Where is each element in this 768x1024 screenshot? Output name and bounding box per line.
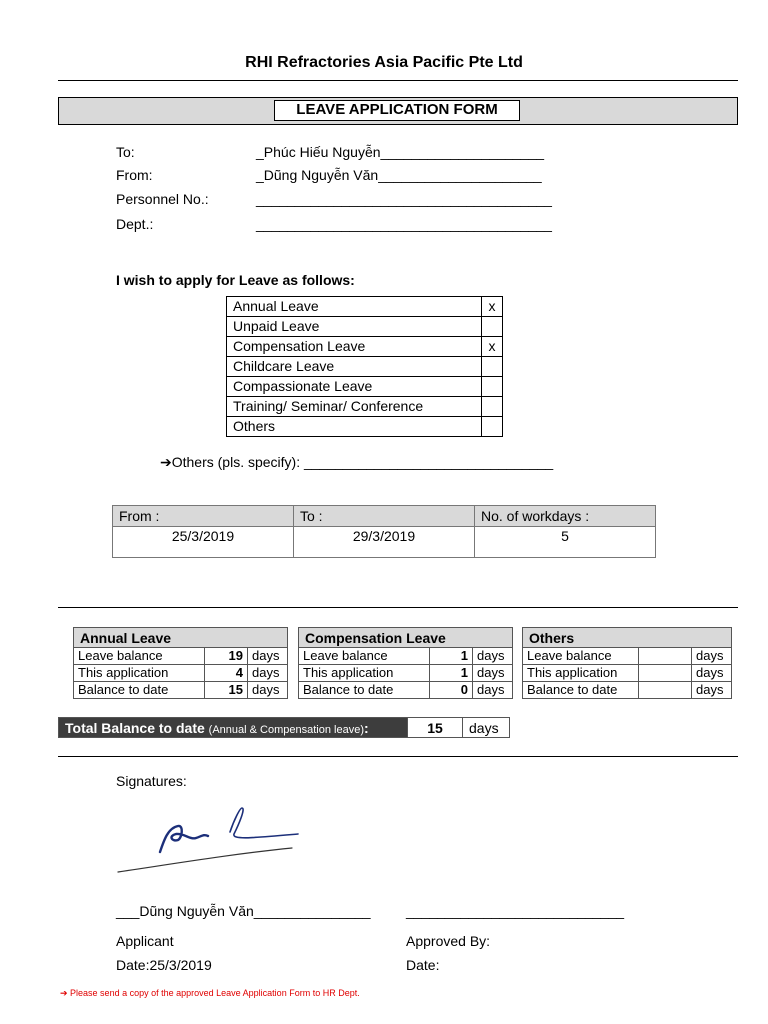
leave-row-annual <box>227 297 503 317</box>
from-label: From: <box>116 167 153 183</box>
balance-value: 4 <box>205 665 248 682</box>
from-date-value[interactable]: 25/3/2019 <box>113 527 294 558</box>
balance-title: Others <box>523 628 732 648</box>
leave-checkbox[interactable] <box>482 357 503 377</box>
from-date-header: From : <box>113 506 294 527</box>
company-name: RHI Refractories Asia Pacific Pte Ltd <box>245 54 523 71</box>
total-label-colon: : <box>363 719 369 736</box>
balance-label: Balance to date <box>74 682 205 699</box>
annual-leave-balance-table <box>73 627 288 699</box>
leave-checkbox[interactable] <box>482 377 503 397</box>
balance-value <box>639 665 692 682</box>
balance-label: Leave balance <box>74 648 205 665</box>
leave-checkbox[interactable] <box>482 397 503 417</box>
balance-label: Leave balance <box>523 648 639 665</box>
others-balance-table <box>522 627 732 699</box>
balance-value: 19 <box>205 648 248 665</box>
leave-label: Compassionate Leave <box>227 377 482 397</box>
balance-unit: days <box>248 648 288 665</box>
total-balance-value: 15 <box>408 718 463 738</box>
lower-divider <box>58 756 738 757</box>
leave-label: Others <box>227 417 482 437</box>
signatures-heading: Signatures: <box>116 773 187 789</box>
footer-note: ➔ Please send a copy of the approved Leave Application Form to HR Dept. <box>60 988 360 998</box>
leave-label: Annual Leave <box>227 297 482 317</box>
balance-value: 15 <box>205 682 248 699</box>
to-date-header: To : <box>294 506 475 527</box>
balance-title: Compensation Leave <box>299 628 513 648</box>
balance-unit: days <box>692 682 732 699</box>
leave-row-unpaid <box>227 317 503 337</box>
form-title: LEAVE APPLICATION FORM <box>274 100 520 121</box>
workdays-header: No. of workdays : <box>475 506 656 527</box>
balance-title: Annual Leave <box>74 628 288 648</box>
applicant-signature-image <box>112 800 312 880</box>
applicant-label: Applicant <box>116 933 174 949</box>
leave-label: Compensation Leave <box>227 337 482 357</box>
leave-row-others <box>227 417 503 437</box>
leave-type-table <box>226 296 503 437</box>
balance-unit: days <box>248 665 288 682</box>
wish-heading: I wish to apply for Leave as follows: <box>116 272 355 288</box>
leave-label: Childcare Leave <box>227 357 482 377</box>
leave-row-childcare <box>227 357 503 377</box>
balance-unit: days <box>473 665 513 682</box>
balance-value: 1 <box>430 665 473 682</box>
balance-label: Leave balance <box>299 648 430 665</box>
leave-checkbox[interactable]: x <box>482 337 503 357</box>
leave-checkbox[interactable] <box>482 317 503 337</box>
from-field[interactable]: _Dũng Nguyễn Văn_____________________ <box>256 167 542 183</box>
leave-period-table <box>112 505 656 558</box>
balance-unit: days <box>692 665 732 682</box>
leave-checkbox[interactable] <box>482 417 503 437</box>
balance-unit: days <box>692 648 732 665</box>
total-label-sub: (Annual & Compensation leave) <box>208 723 364 736</box>
top-divider <box>58 80 738 81</box>
leave-row-compassionate <box>227 377 503 397</box>
balance-label: This application <box>299 665 430 682</box>
dept-label: Dept.: <box>116 216 154 232</box>
to-field[interactable]: _Phúc Hiếu Nguyễn_____________________ <box>256 144 545 160</box>
personnel-no-field[interactable]: ______________________________________ <box>256 191 552 207</box>
balance-value <box>639 648 692 665</box>
leave-row-compensation <box>227 337 503 357</box>
leave-label: Training/ Seminar/ Conference <box>227 397 482 417</box>
total-balance-unit: days <box>463 718 510 738</box>
personnel-no-label: Personnel No.: <box>116 191 209 207</box>
balance-value <box>639 682 692 699</box>
dept-field[interactable]: ______________________________________ <box>256 216 552 232</box>
applicant-date: Date:25/3/2019 <box>116 957 212 973</box>
approver-signature-line: ____________________________ <box>406 903 625 919</box>
balance-label: Balance to date <box>523 682 639 699</box>
compensation-leave-balance-table <box>298 627 513 699</box>
approver-date: Date: <box>406 957 440 973</box>
mid-divider <box>58 607 738 608</box>
total-balance-row <box>58 717 510 738</box>
leave-label: Unpaid Leave <box>227 317 482 337</box>
to-label: To: <box>116 144 135 160</box>
to-date-value[interactable]: 29/3/2019 <box>294 527 475 558</box>
balance-unit: days <box>473 648 513 665</box>
balance-unit: days <box>248 682 288 699</box>
applicant-name-line: ___Dũng Nguyễn Văn_______________ <box>116 903 371 919</box>
total-balance-label <box>59 718 408 738</box>
workdays-value[interactable]: 5 <box>475 527 656 558</box>
others-specify-field[interactable]: ➔Others (pls. specify): ________________________________ <box>160 454 554 470</box>
balance-label: This application <box>74 665 205 682</box>
balance-unit: days <box>473 682 513 699</box>
balance-value: 0 <box>430 682 473 699</box>
leave-row-training <box>227 397 503 417</box>
total-label-text: Total Balance to date <box>65 719 205 736</box>
leave-checkbox[interactable]: x <box>482 297 503 317</box>
balance-label: Balance to date <box>299 682 430 699</box>
balance-label: This application <box>523 665 639 682</box>
approved-by-label: Approved By: <box>406 933 491 949</box>
balance-value: 1 <box>430 648 473 665</box>
